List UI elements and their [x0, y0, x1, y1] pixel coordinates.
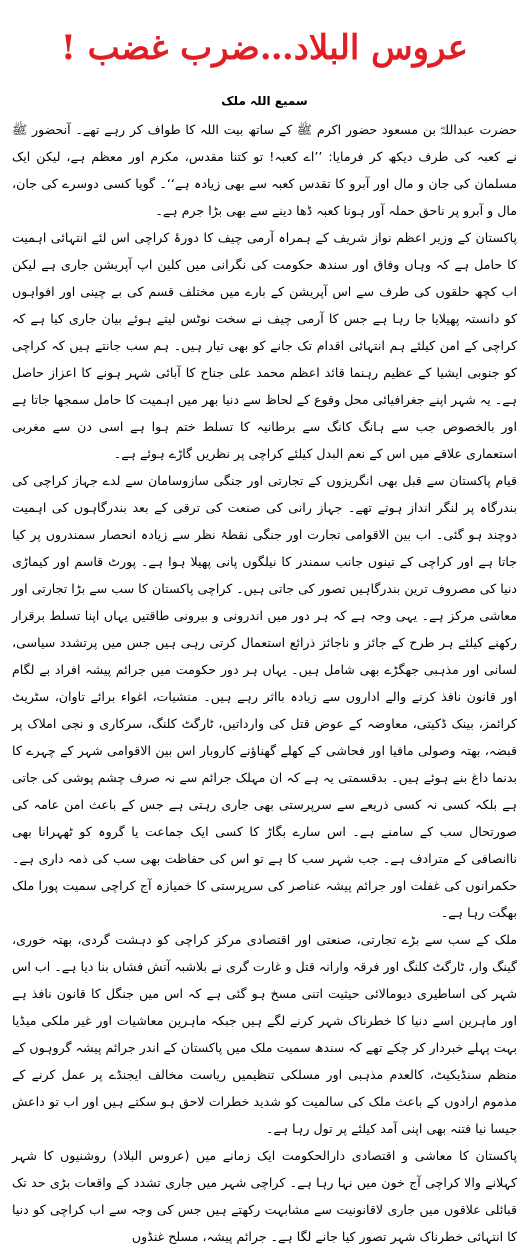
article-paragraph: پاکستان کے وزیر اعظم نواز شریف کے ہمراہ آرمی چیف کا دورۂ کراچی اس لئے انتہائی اہمیت کا حامل ہے کہ وہاں وفاق اور سندھ حکومت کی نگرانی میں کلین اپ آپریشن جاری ہے لیکن اب کچھ حلقوں کی طرف سے اس آپریشن کے بارے میں مختلف قسم کی بے چینی اور افواہوں کو دانستہ پھیلایا جا رہا ہے جس کا آرمی چیف نے سخت نوٹس لیتے ہوئے بیان جاری کیا ہے کہ کراچی کے امن کیلئے ہم انتہائی اقدام تک جانے کو بھی تیار ہیں۔ ہم سب جانتے ہیں کہ کراچی کو جنوبی ایشیا کے عظیم رہنما قائد اعظم محمد علی جناح کا آبائی شہر ہونے کا اعزاز حاصل ہے۔ یہ شہر اپنے جغرافیائی محل وقوع کے لحاظ سے دنیا بھر میں اہمیت کا حامل سمجھا جاتا ہے اور بالخصوص جب سے ہانگ کانگ سے برطانیہ کا تسلط ختم ہوا ہے اسی دن سے مغربی استعماری علاقے میں اس کے نعم البدل کیلئے کراچی پر نظریں گاڑے ہوئے ہے۔ [12, 230, 517, 461]
article-title: عروس البلاد…ضرب غضب ! [60, 28, 469, 68]
article-paragraph: حضرت عبداللہؓ بن مسعود حضور اکرم ﷺ کے ساتھ بیت اللہ کا طواف کر رہے تھے۔ آنحضور ﷺ نے کعبہ کی طرف دیکھ کر فرمایا: ’’اے کعبہ! تو کتنا مقدس، مکرم اور معظم ہے، لیکن ایک مسلمان کی جان و مال اور آبرو کا تقدس کعبہ سے بھی زیادہ ہے‘‘۔ گویا کسی دوسرے کی جان، مال و آبرو پر ناحق حملہ آور ہونا کعبہ ڈھا دینے سے بھی بڑا جرم ہے۔ [12, 122, 517, 218]
article-paragraph: قیام پاکستان سے قبل بھی انگریزوں کے تجارتی اور جنگی سازوسامان سے لدے جہاز کراچی کی بندرگاہ پر لنگر انداز ہوتے تھے۔ جہاز رانی کی صنعت کی ترقی کے بعد بندرگاہوں کی اہمیت دوچند ہو گئی۔ اب بین الاقوامی تجارت اور جنگی نقطۂ نظر سے زیادہ انحصار سمندروں پر کیا جاتا ہے اور کراچی کے تینوں جانب سمندر کا نیلگوں پانی پھیلا ہوا ہے۔ پورٹ قاسم اور کیماڑی دنیا کی مصروف ترین بندرگاہیں تصور کی جاتی ہیں۔ کراچی پاکستان کا سب سے بڑا تجارتی اور معاشی مرکز ہے۔ یہی وجہ ہے کہ ہر دور میں اندرونی و بیرونی طاقتیں یہاں اپنا تسلط برقرار رکھنے کیلئے ہر طرح کے جائز و ناجائز ذرائع استعمال کرتی رہی ہیں جس میں پرتشدد سیاسی، لسانی اور مذہبی جھگڑے بھی شامل ہیں۔ یہاں ہر دور حکومت میں جرائم پیشہ افراد بے لگام اور قانون نافذ کرنے والے اداروں سے زیادہ بااثر رہے ہیں۔ منشیات، اغواء برائے تاوان، سٹریٹ کرائمز، بینک ڈکیتی، معاوضہ کے عوض قتل کی وارداتیں، ٹارگٹ کلنگ، سرکاری و نجی املاک پر قبضہ، بھتہ وصولی مافیا اور فحاشی کے کھلے گھناؤنے کاروبار اس بین الاقوامی شہر کے چہرے کا بدنما داغ بنے ہوئے ہیں۔ بدقسمتی یہ ہے کہ ان مہلک جرائم سے نہ صرف چشم پوشی کی جاتی ہے بلکہ کسی نہ کسی ذریعے سے سرپرستی بھی جاری رہتی ہے جس کے باعث امن عامہ کی صورتحال سب کے سامنے ہے۔ اس سارے بگاڑ کا کسی ایک جماعت یا گروہ کو ٹھہرانا بھی ناانصافی کے مترادف ہے۔ جب شہر سب کا ہے تو اس کی حفاظت بھی سب کی ذمہ داری ہے۔ حکمرانوں کی غفلت اور جرائم پیشہ عناصر کی سرپرستی کا خمیازہ آج کراچی سمیت پورا ملک بھگت رہا ہے۔ [12, 473, 517, 920]
article-paragraph: پاکستان کا معاشی و اقتصادی دارالحکومت ایک زمانے میں (عروس البلاد) روشنیوں کا شہر کہلانے والا کراچی آج خون میں نہا رہا ہے۔ کراچی شہر میں جاری تشدد کے واقعات بڑی حد تک قبائلی علاقوں میں جاری لاقانونیت سے مشابہت رکھتے ہیں جس کی وجہ سے اب کراچی کو دنیا کا انتہائی خطرناک شہر تصور کیا جانے لگا ہے۔ جرائم پیشہ، مسلح غنڈوں [12, 1148, 517, 1244]
article-paragraph: ملک کے سب سے بڑے تجارتی، صنعتی اور اقتصادی مرکز کراچی کو دہشت گردی، بھتہ خوری، گینگ وار، ٹارگٹ کلنگ اور فرقہ وارانہ قتل و غارت گری نے بلاشبہ آتش فشاں بنا دیا ہے۔ اب اس شہر کی اساطیری دیومالائی حیثیت اتنی مسخ ہو گئی ہے کہ اس میں جنگل کا قانون نافذ ہے اور ماہرین اسے دنیا کا خطرناک شہر کرنے لگے ہیں جبکہ ماہرین معاشیات اور غیر ملکی میڈیا بہت پہلے خبردار کر چکے تھے کہ سندھ سمیت ملک میں پاکستان کے اندر جرائم پیشہ گروہوں کے منظم سنڈیکیٹ، کالعدم مذہبی اور مسلکی تنظیمیں ریاست مخالف ایجنڈے پر عمل کرنے کے مذموم ارادوں کے باعث ملک کی سالمیت کو شدید خطرات لاحق ہو سکتے ہیں اور اب تو داعش جیسا نیا فتنہ بھی اپنی آمد کیلئے پر تول رہا ہے۔ [12, 932, 517, 1136]
article-body [12, 116, 517, 1250]
article-author: سمیع اللہ ملک [221, 94, 308, 108]
